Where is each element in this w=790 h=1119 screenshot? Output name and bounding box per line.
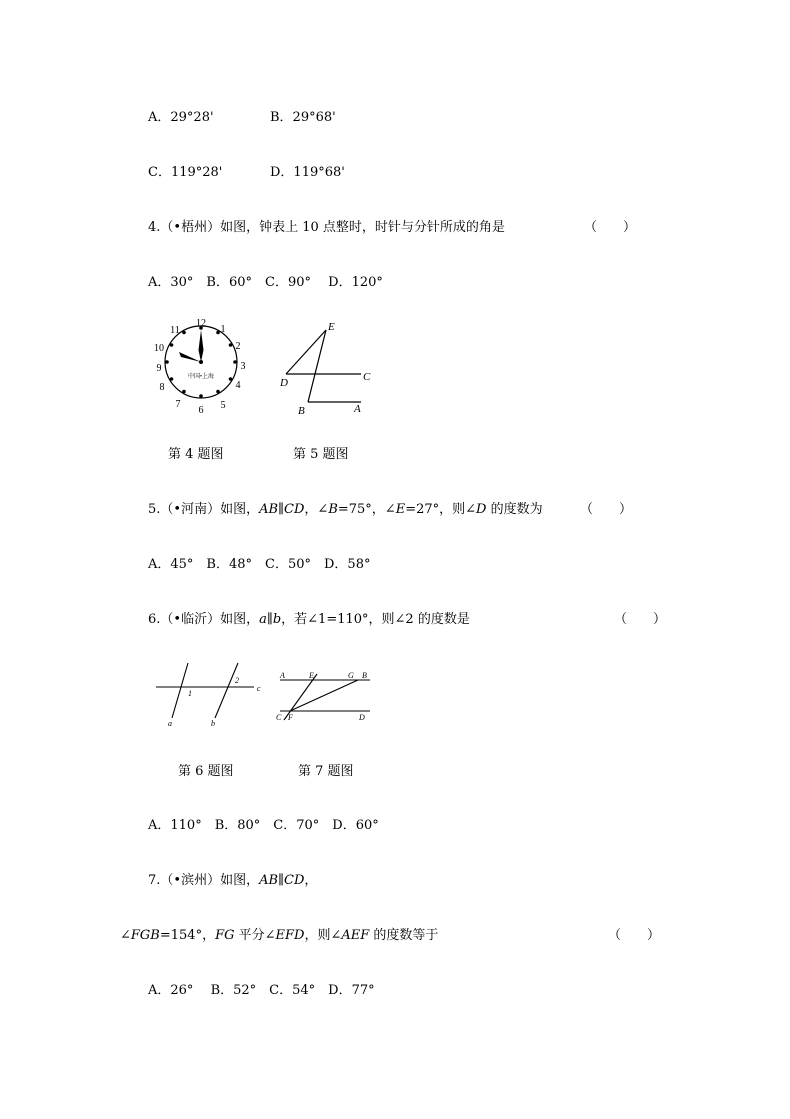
q6-bracket: （ ）	[614, 612, 667, 627]
q7-label-a: A	[280, 671, 285, 680]
clock-number: 8	[159, 382, 165, 393]
clock-number: 12	[196, 318, 206, 329]
q7-stem-line2: ∠FGB=154°，FG 平分∠EFD，则∠AEF 的度数等于	[120, 928, 439, 943]
q4-caption: 第 4 题图	[168, 447, 224, 462]
clock-number: 2	[235, 341, 241, 352]
clock-number: 7	[175, 399, 181, 410]
q4-options: A．30° B．60° C．90° D．120°	[148, 275, 383, 290]
q6-label-2: 2	[235, 676, 239, 685]
clock-number: 10	[154, 343, 164, 354]
q7-label-g: G	[348, 671, 354, 680]
q6-label-b: b	[211, 719, 215, 728]
q3-option-d: D．119°68'	[270, 165, 345, 180]
q3-option-a: A．29°28'	[148, 110, 214, 125]
q6-options: A．110° B．80° C．70° D．60°	[148, 818, 379, 833]
q7-label-e: E	[309, 671, 314, 680]
q5-figure	[276, 316, 386, 420]
clock-number: 3	[240, 361, 246, 372]
clock-number: 5	[220, 400, 226, 411]
q3-option-c: C．119°28'	[148, 165, 223, 180]
q7-label-c: C	[276, 713, 282, 722]
clock-number: 6	[198, 405, 204, 416]
clock-brand: 中国•上海	[187, 374, 215, 380]
q6-caption: 第 6 题图	[178, 764, 234, 779]
clock-number: 4	[235, 380, 241, 391]
q5-label-c: C	[363, 371, 371, 383]
q5-stem: 5.（•河南）如图，AB∥CD，∠B=75°，∠E=27°，则∠D 的度数为	[148, 502, 543, 517]
q7-label-d: D	[359, 713, 365, 722]
q5-label-b: B	[298, 405, 305, 417]
q6-label-1: 1	[188, 689, 192, 698]
q5-bracket: （ ）	[580, 502, 633, 517]
q4-bracket: （ ）	[584, 220, 637, 235]
clock-number: 9	[156, 363, 162, 374]
q6-figure	[150, 660, 270, 730]
clock-number: 1	[220, 324, 226, 335]
q7-options: A．26° B．52° C．54° D．77°	[148, 983, 375, 998]
clock-number: 11	[170, 325, 180, 336]
q3-option-b: B．29°68'	[270, 110, 336, 125]
q5-label-d: D	[280, 377, 288, 389]
q5-label-e: E	[328, 321, 335, 333]
q4-stem: 4.（•梧州）如图，钟表上 10 点整时，时针与分针所成的角是	[148, 220, 505, 235]
q7-label-f: F	[288, 713, 293, 722]
q5-label-a: A	[354, 403, 361, 415]
q5-caption: 第 5 题图	[293, 447, 349, 462]
q5-options: A．45° B．48° C．50° D．58°	[148, 557, 371, 572]
q7-label-b: B	[362, 671, 367, 680]
q6-label-c: c	[257, 684, 261, 693]
q6-label-a: a	[168, 719, 172, 728]
minute-hand	[199, 330, 204, 362]
clock-figure	[148, 314, 258, 420]
q7-figure	[274, 666, 374, 726]
q7-stem: 7.（•滨州）如图，AB∥CD，	[148, 873, 318, 888]
q7-bracket: （ ）	[608, 928, 661, 943]
q7-caption: 第 7 题图	[298, 764, 354, 779]
hour-hand	[179, 352, 201, 362]
q6-stem: 6.（•临沂）如图，a∥b，若∠1=110°，则∠2 的度数是	[148, 612, 470, 627]
